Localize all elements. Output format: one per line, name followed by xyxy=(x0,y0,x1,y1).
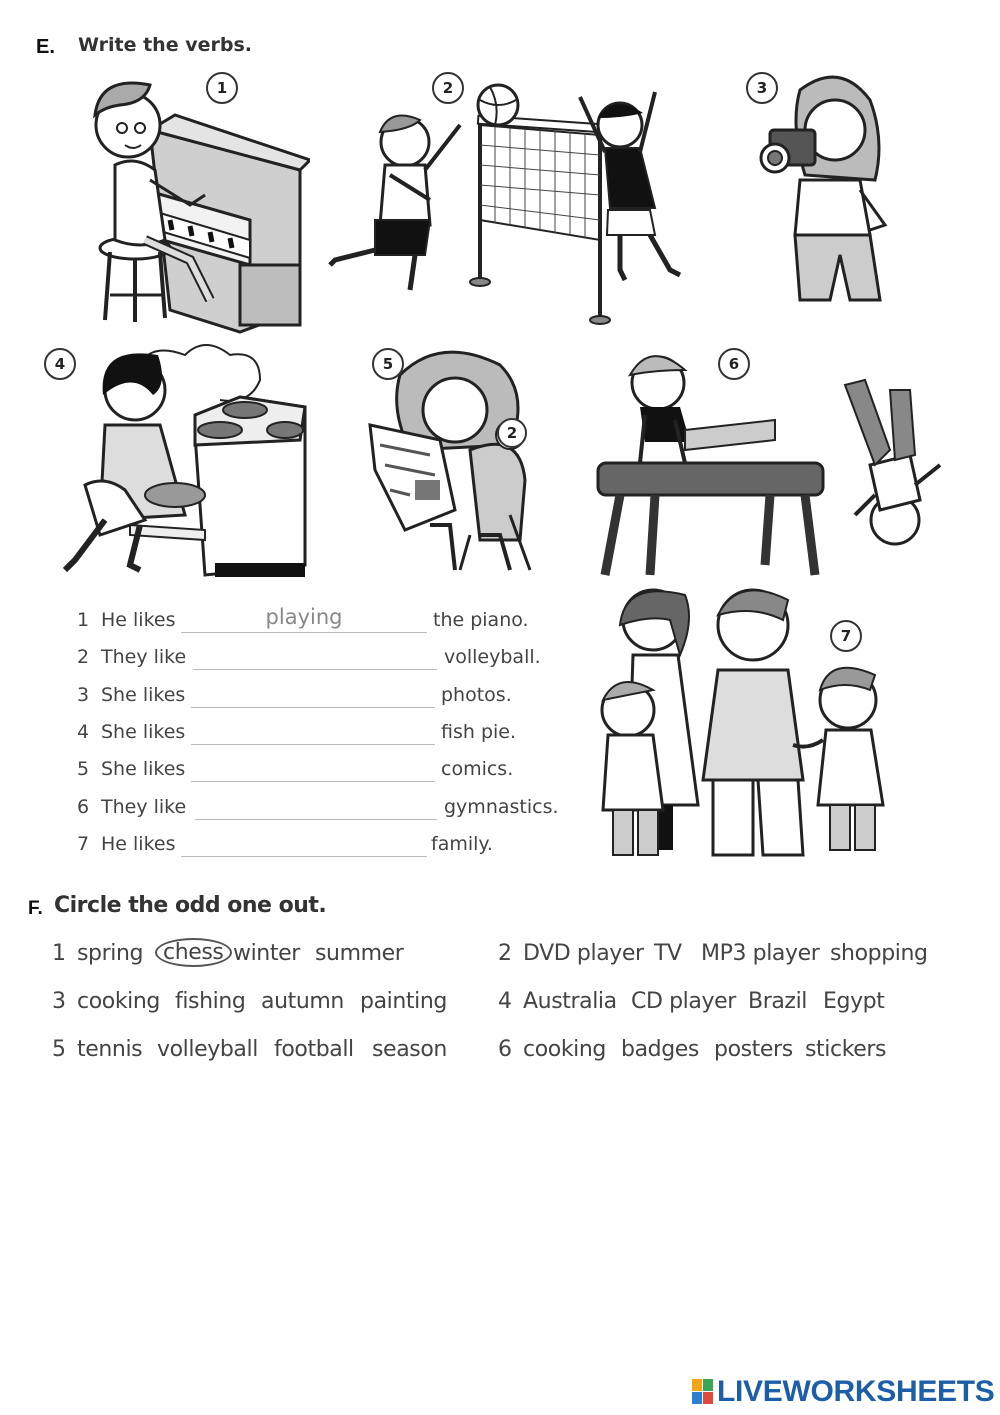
sentence-end: photos. xyxy=(441,684,512,706)
word-option[interactable]: football xyxy=(274,1037,354,1062)
picture-number-4: 4 xyxy=(44,348,76,380)
sentence-end: family. xyxy=(431,833,493,855)
row-number: 4 xyxy=(498,989,512,1014)
word-option[interactable]: cooking xyxy=(77,989,160,1014)
answer-blank[interactable] xyxy=(181,632,427,633)
odd-one-out-row-6 xyxy=(498,1037,938,1067)
picture-number-7: 7 xyxy=(830,620,862,652)
word-option[interactable]: fishing xyxy=(175,989,246,1014)
answer-blank[interactable] xyxy=(195,819,437,820)
word-option[interactable]: summer xyxy=(315,941,404,966)
picture-boy-playing-piano xyxy=(50,70,310,335)
liveworksheets-logo[interactable] xyxy=(692,1375,995,1409)
logo-square xyxy=(692,1392,702,1404)
section-e-title: Write the verbs. xyxy=(78,34,252,56)
sentence-5 xyxy=(77,758,557,786)
logo-square xyxy=(703,1392,713,1404)
sentence-number: 7 xyxy=(77,833,90,855)
odd-one-out-row-5 xyxy=(52,1037,452,1067)
sentence-2 xyxy=(77,646,557,674)
sentence-start: He likes xyxy=(101,833,176,855)
answer-blank[interactable] xyxy=(191,744,435,745)
sentence-end: comics. xyxy=(441,758,514,780)
odd-one-out-row-1 xyxy=(52,941,452,971)
logo-mark-icon xyxy=(692,1379,714,1405)
sentence-start: They like xyxy=(101,796,187,818)
word-option[interactable]: DVD player xyxy=(523,941,644,966)
word-option[interactable]: Brazil xyxy=(748,989,807,1014)
sentence-end: volleyball. xyxy=(444,646,541,668)
row-number: 2 xyxy=(498,941,512,966)
sentence-4 xyxy=(77,721,557,749)
word-option-circled[interactable]: chess xyxy=(155,938,232,967)
answer-blank[interactable] xyxy=(191,781,435,782)
sentence-7 xyxy=(77,833,557,861)
sentence-start: They like xyxy=(101,646,187,668)
picture-kids-playing-volleyball xyxy=(320,70,700,330)
picture-girl-taking-photos xyxy=(740,70,900,315)
row-number: 3 xyxy=(52,989,66,1014)
sentence-end: the piano. xyxy=(433,609,529,631)
row-number: 6 xyxy=(498,1037,512,1062)
answer-blank[interactable] xyxy=(191,707,435,708)
sentence-number: 1 xyxy=(77,609,90,631)
sentence-start: He likes xyxy=(101,609,176,631)
word-option[interactable]: tennis xyxy=(77,1037,143,1062)
section-f-title: Circle the odd one out. xyxy=(54,893,327,918)
word-option[interactable]: stickers xyxy=(805,1037,887,1062)
answer-text: playing xyxy=(265,605,343,629)
sentence-number: 5 xyxy=(77,758,90,780)
sentence-end: fish pie. xyxy=(441,721,517,743)
picture-number-2: 2 xyxy=(432,72,464,104)
word-option[interactable]: autumn xyxy=(261,989,344,1014)
sentence-number: 6 xyxy=(77,796,90,818)
word-option[interactable]: Egypt xyxy=(823,989,885,1014)
logo-square xyxy=(703,1379,713,1391)
picture-kids-doing-gymnastics xyxy=(590,335,950,580)
answer-blank[interactable] xyxy=(193,669,437,670)
section-e-letter: E. xyxy=(36,36,55,58)
sentence-3 xyxy=(77,684,557,712)
odd-one-out-row-2 xyxy=(498,941,938,971)
row-number: 5 xyxy=(52,1037,66,1062)
word-option[interactable]: shopping xyxy=(830,941,928,966)
word-option[interactable]: cooking xyxy=(523,1037,606,1062)
sentence-end: gymnastics. xyxy=(444,796,559,818)
picture-number-3: 3 xyxy=(746,72,778,104)
sentence-6 xyxy=(77,796,567,824)
section-f-letter: F. xyxy=(28,898,43,919)
word-option[interactable]: Australia xyxy=(523,989,617,1014)
word-option[interactable]: spring xyxy=(77,941,144,966)
sentence-1 xyxy=(77,605,557,637)
odd-one-out-row-4 xyxy=(498,989,938,1019)
sentence-start: She likes xyxy=(101,684,186,706)
picture-girl-cooking-at-oven xyxy=(45,335,315,585)
sentence-number: 2 xyxy=(77,646,90,668)
word-option[interactable]: winter xyxy=(233,941,300,966)
odd-one-out-row-3 xyxy=(52,989,452,1019)
picture-number-5: 5 xyxy=(372,348,404,380)
sentence-number: 4 xyxy=(77,721,90,743)
logo-text: LIVEWORKSHEETS xyxy=(717,1375,995,1408)
picture-number-1: 1 xyxy=(206,72,238,104)
word-option[interactable]: badges xyxy=(621,1037,699,1062)
word-option[interactable]: posters xyxy=(714,1037,793,1062)
sentence-number: 3 xyxy=(77,684,90,706)
newspaper-badge: 2 xyxy=(497,418,527,448)
row-number: 1 xyxy=(52,941,66,966)
sentence-start: She likes xyxy=(101,758,186,780)
picture-number-6: 6 xyxy=(718,348,750,380)
word-option[interactable]: volleyball xyxy=(157,1037,258,1062)
word-option[interactable]: TV xyxy=(654,941,682,966)
answer-blank[interactable] xyxy=(181,856,427,857)
logo-square xyxy=(692,1379,702,1391)
word-option[interactable]: season xyxy=(372,1037,447,1062)
word-option[interactable]: CD player xyxy=(631,989,736,1014)
word-option[interactable]: painting xyxy=(360,989,447,1014)
word-option[interactable]: MP3 player xyxy=(701,941,820,966)
sentence-start: She likes xyxy=(101,721,186,743)
